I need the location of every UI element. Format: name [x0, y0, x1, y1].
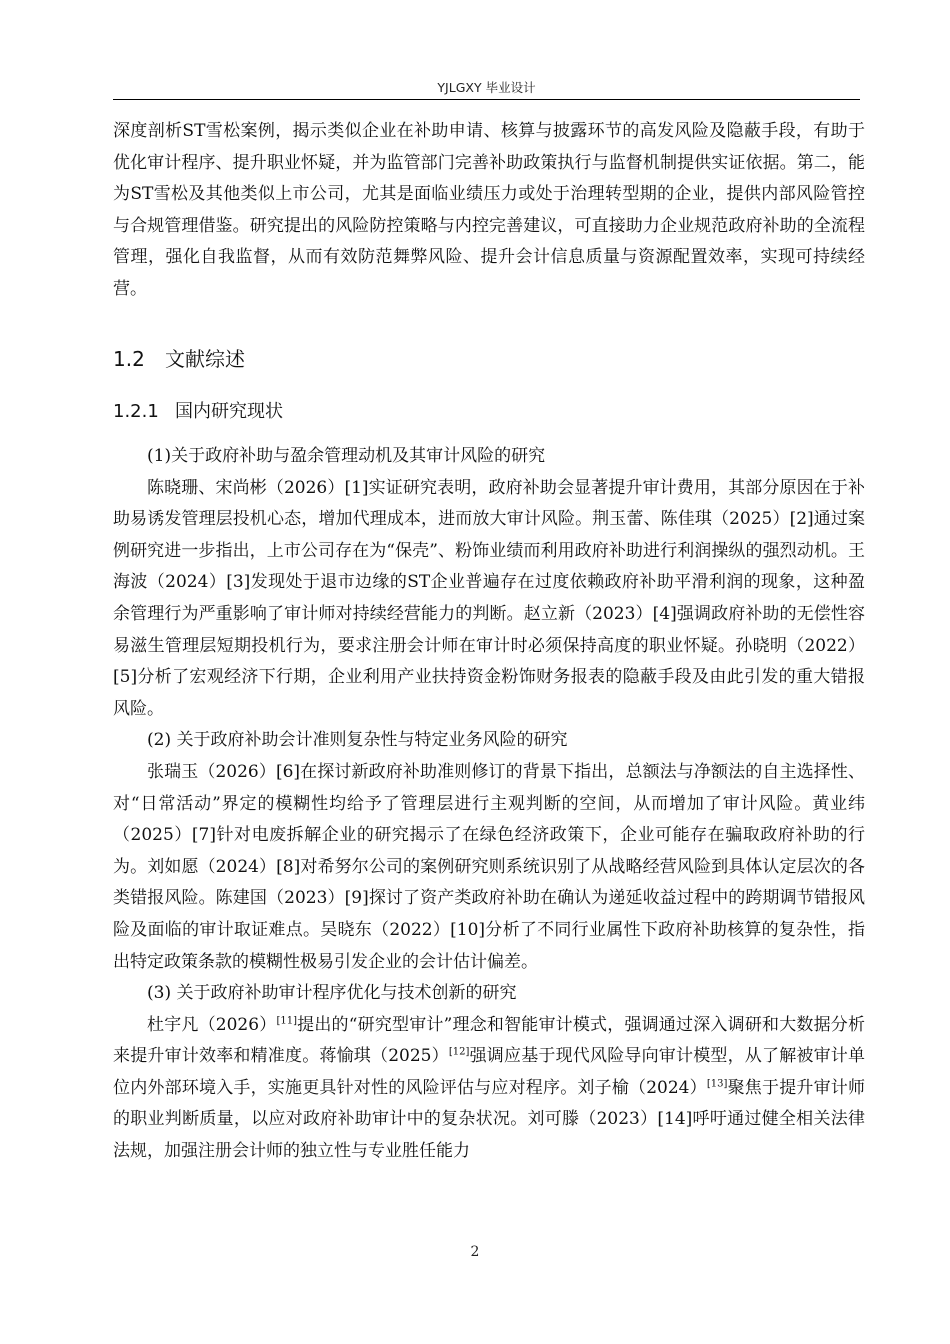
- topic-heading-3: (3) 关于政府补助审计程序优化与技术创新的研究: [147, 983, 517, 1004]
- topic-paragraph-3: [113, 1010, 865, 1168]
- citation-text: 聚焦于提升审计师的职业判断质量，以应对政府补助审计中的复杂状况。: [113, 1077, 866, 1130]
- citation-author: 蒋愉琪（2025）: [319, 1046, 449, 1067]
- citation-ref: [13]: [706, 1078, 728, 1090]
- subsection-heading: [113, 397, 283, 427]
- topic-heading-2: (2) 关于政府补助会计准则复杂性与特定业务风险的研究: [147, 730, 568, 751]
- page-header: YJLGXY 毕业设计: [437, 80, 536, 95]
- section-heading: [113, 344, 245, 374]
- header-rule: [113, 99, 860, 100]
- citation-ref: [11]: [276, 1015, 297, 1027]
- citation-author: 杜宇凡（2026）: [147, 1014, 277, 1035]
- citation-text: [14]呼吁通过健全相关法律法规，加强注册会计师的独立性与专业胜任能力: [113, 1109, 865, 1162]
- citation-author: 刘可滕（2023）: [527, 1109, 658, 1130]
- citation-ref: [12]: [448, 1046, 470, 1058]
- section-title: 文献综述: [165, 347, 245, 371]
- topic-paragraph-1: 陈晓珊、宋尚彬（2026）[1]实证研究表明，政府补助会显著提升审计费用，其部分原因在于补助易诱发管理层投机心态，增加代理成本，进而放大审计风险。荆玉蕾、陈佳琪（2025）[2]通过案例研究进一步指出，上市公司存在为“保壳”、粉饰业绩而利用政府补助进行利润操纵的强烈动机。王海波（2024）[3]发现处于退市边缘的ST企业普遍存在过度依赖政府补助平滑利润的现象，这种盈余管理行为严重影响了审计师对持续经营能力的判断。赵立新（2023）[4]强调政府补助的无偿性容易滋生管理层短期投机行为，要求注册会计师在审计时必须保持高度的职业怀疑。孙晓明（2022）[5]分析了宏观经济下行期，企业利用产业扶持资金粉饰财务报表的隐蔽手段及由此引发的重大错报风险。: [113, 477, 865, 719]
- citation-text: 强调应基于现代风险导向审计模型，从了解被审计单位内外部环境入手，实施更具针对性的风险评估与应对程序。: [113, 1046, 866, 1098]
- page-number: 2: [470, 1244, 480, 1260]
- topic-paragraph-2: 张瑞玉（2026）[6]在探讨新政府补助准则修订的背景下指出，总额法与净额法的自主选择性、对“日常活动”界定的模糊性均给予了管理层进行主观判断的空间，从而增加了审计风险。黄业纬（2025）[7]针对电废拆解企业的研究揭示了在绿色经济政策下，企业可能存在骗取政府补助的行为。刘如愿（2024）[8]对希努尔公司的案例研究则系统识别了从战略经营风险到具体认定层次的各类错报风险。陈建国（2023）[9]探讨了资产类政府补助在确认为递延收益过程中的跨期调节错报风险及面临的审计取证难点。吴晓东（2022）[10]分析了不同行业属性下政府补助核算的复杂性，指出特定政策条款的模糊性极易引发企业的会计估计偏差。: [113, 761, 865, 972]
- citation-text: 提出的“研究型审计”理念和智能审计模式，强调通过深入调研和大数据分析来提升审计效率和精准度。: [113, 1014, 865, 1067]
- section-number: 1.2: [113, 347, 145, 371]
- topic-heading-1: (1)关于政府补助与盈余管理动机及其审计风险的研究: [147, 446, 546, 466]
- subsection-number: 1.2.1: [113, 401, 159, 422]
- intro-block: [113, 116, 865, 306]
- subsection-title: 国内研究现状: [175, 401, 283, 422]
- intro-paragraph: 深度剖析ST雪松案例，揭示类似企业在补助申请、核算与披露环节的高发风险及隐蔽手段，有助于优化审计程序、提升职业怀疑，并为监管部门完善补助政策执行与监督机制提供实证依据。第二，能为ST雪松及其他类似上市公司，尤其是面临业绩压力或处于治理转型期的企业，提供内部风险管控与合规管理借鉴。研究提出的风险防控策略与内控完善建议，可直接助力企业规范政府补助的全流程管理，强化自我监督，从而有效防范舞弊风险、提升会计信息质量与资源配置效率，实现可持续经营。: [113, 121, 865, 299]
- literature-review-body: [113, 441, 865, 1168]
- citation-author: 刘子榆（2024）: [577, 1077, 707, 1098]
